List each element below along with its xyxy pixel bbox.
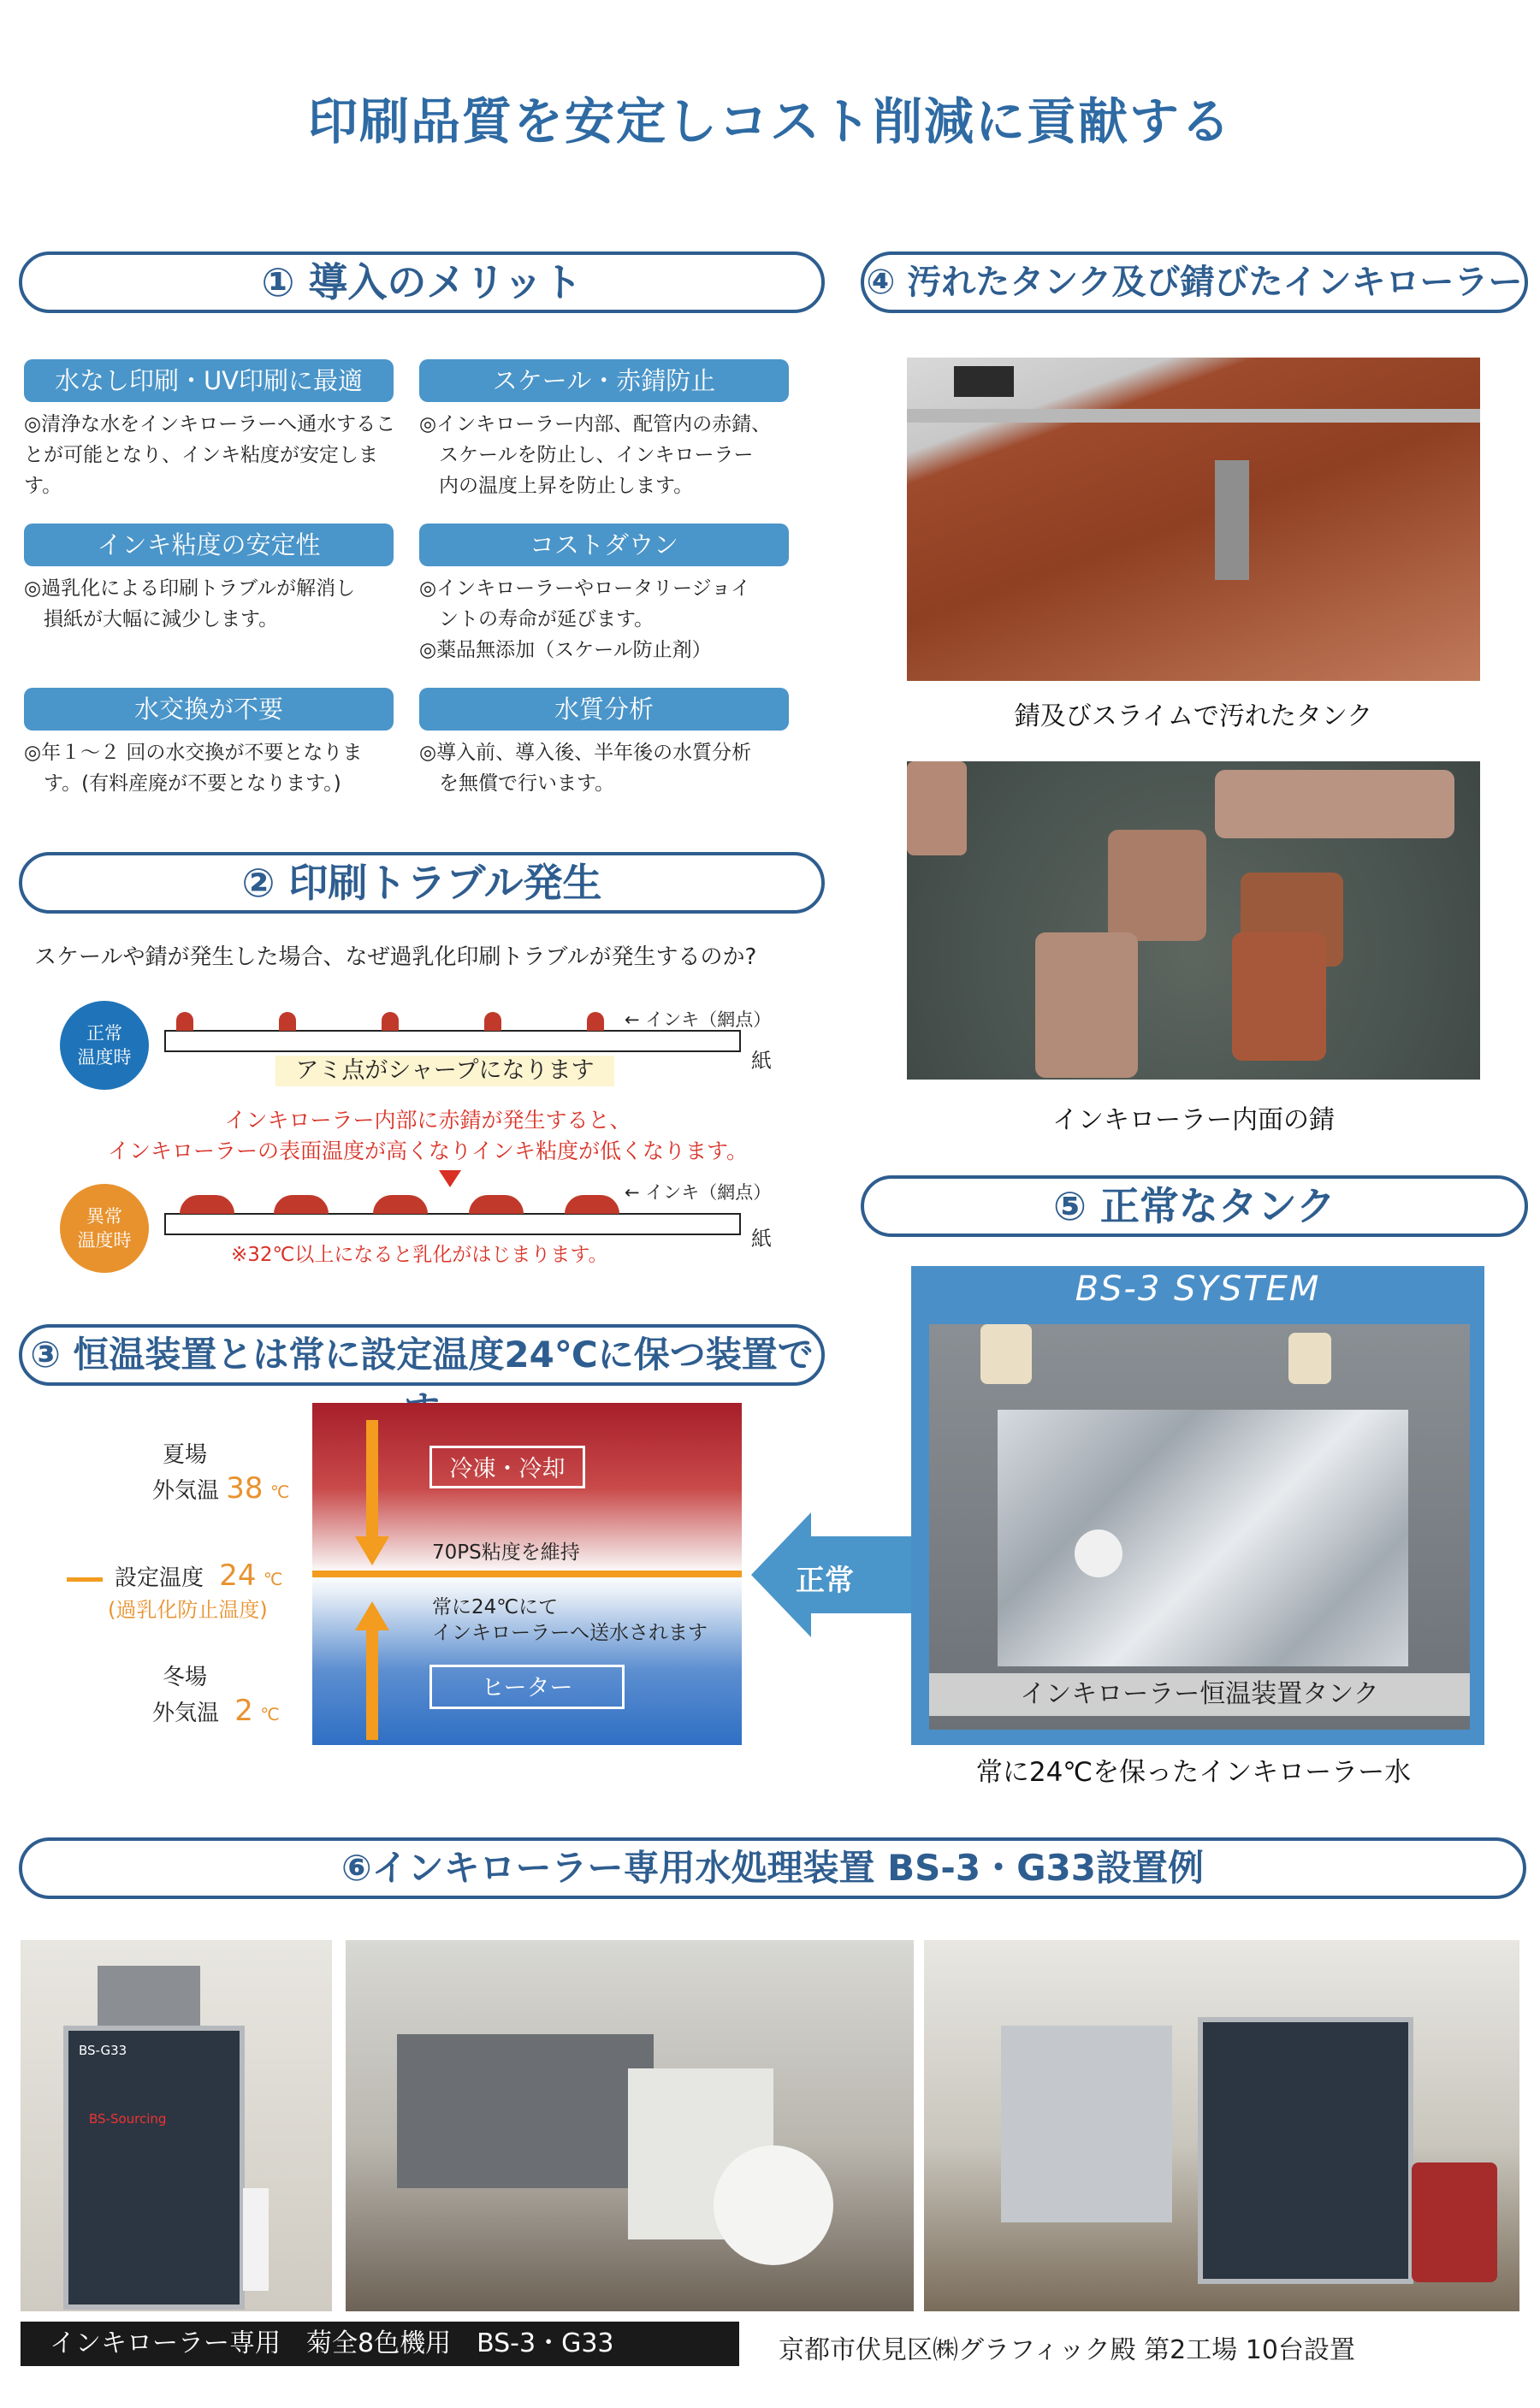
- ink-blob: [565, 1195, 619, 1214]
- summer-value: 38: [226, 1471, 264, 1506]
- summer-label: 夏場: [163, 1442, 208, 1468]
- normal-temp-badge: 正常 温度時: [60, 1001, 149, 1090]
- trouble-question: スケールや錆が発生した場合、なぜ過乳化印刷トラブルが発生するのか?: [34, 944, 757, 970]
- bs3-g33-unit-photo: [21, 1940, 332, 2311]
- section-4-heading: ④ 汚れたタンク及び錆びたインキローラー: [861, 251, 1528, 313]
- ink-dot: [382, 1012, 399, 1031]
- winter-outside-label: 外気温: [152, 1701, 220, 1726]
- merit-text-costdown: ◎インキローラーやロータリージョイ ントの寿命が延びます。 ◎薬品無添加（スケール防止剤）: [419, 577, 751, 661]
- merit-text-water-exchange: ◎年１～２ 回の水交換が不要となりま す。(有料産廃が不要となります。): [24, 742, 363, 795]
- ink-dot: [279, 1012, 296, 1031]
- ink-blob: [373, 1195, 428, 1214]
- section-6-heading: ⑥インキローラー専用水処理装置 BS-3・G33設置例: [19, 1837, 1526, 1899]
- unit-model-label: BS-G33: [79, 2043, 127, 2058]
- paper-strip-abnormal: [164, 1213, 741, 1235]
- supply-line-2: インキローラーへ送水されます: [432, 1622, 708, 1644]
- merit-label-water-analysis: 水質分析: [419, 688, 789, 731]
- dirty-tank-photo: [907, 358, 1480, 681]
- normal-tank-photo: [929, 1324, 1470, 1730]
- down-arrow-icon: [355, 1536, 389, 1565]
- merit-text-water-analysis: ◎導入前、導入後、半年後の水質分析 を無償で行います。: [419, 742, 752, 795]
- down-arrow-icon: [439, 1170, 461, 1187]
- set-temp-value: 24: [219, 1559, 257, 1593]
- unit-caption-bar: インキローラー専用 菊全8色機用 BS-3・G33: [21, 2322, 739, 2366]
- summer-outside-label: 外気温: [152, 1478, 220, 1504]
- rusty-roller-caption: インキローラー内面の錆: [1052, 1105, 1335, 1135]
- merit-label-water-exchange: 水交換が不要: [24, 688, 394, 731]
- ink-blob: [274, 1195, 329, 1214]
- heater-box: ヒーター: [429, 1665, 625, 1709]
- winter-value: 2: [234, 1694, 253, 1728]
- tank-label-bar: インキローラー恒温装置タンク: [929, 1673, 1470, 1716]
- press-floor-photo: [346, 1940, 914, 2311]
- merit-text-viscosity: ◎過乳化による印刷トラブルが解消し 損紙が大幅に減少します。: [24, 577, 356, 630]
- ink-dot: [484, 1012, 501, 1031]
- dirty-tank-caption: 錆及びスライムで汚れたタンク: [1014, 701, 1373, 731]
- cooling-box: 冷凍・冷却: [429, 1446, 585, 1488]
- page-title: 印刷品質を安定しコスト削減に貢献する: [307, 92, 1232, 151]
- merit-label-viscosity: インキ粘度の安定性: [24, 524, 394, 566]
- section-3-heading: ③ 恒温装置とは常に設定温度24℃に保つ装置で: [19, 1324, 825, 1386]
- heat-arrow-shaft: [366, 1629, 378, 1740]
- normal-tank-caption: 常に24℃を保ったインキローラー水: [975, 1757, 1412, 1788]
- set-temp-label: 設定温度: [115, 1565, 204, 1591]
- set-temp-unit: ℃: [263, 1569, 283, 1589]
- summer-unit: ℃: [270, 1482, 290, 1502]
- set-temp: [115, 1559, 282, 1593]
- supply-line-1: 常に24℃にて: [432, 1596, 559, 1618]
- installation-photo: [924, 1940, 1519, 2311]
- ink-label-abnormal: ← インキ（網点）: [625, 1182, 772, 1203]
- normal-arrow-label: 正常: [796, 1564, 854, 1598]
- unit-brand-label: BS-Sourcing: [89, 2111, 167, 2127]
- winter-label: 冬場: [163, 1665, 208, 1690]
- paper-label-abnormal: 紙: [751, 1227, 772, 1251]
- ink-dot: [176, 1012, 193, 1031]
- ink-blob: [180, 1195, 234, 1214]
- warning-line-2: インキローラーの表面温度が高くなりインキ粘度が低くなります。: [107, 1139, 748, 1163]
- set-temp-marker: [67, 1577, 103, 1582]
- emulsion-note: ※32℃以上になると乳化がはじまります。: [231, 1244, 608, 1266]
- merit-label-scale: スケール・赤錆防止: [419, 359, 789, 402]
- paper-label-normal: 紙: [751, 1049, 772, 1073]
- rusty-roller-photo: [907, 761, 1480, 1080]
- cool-arrow-shaft: [366, 1420, 378, 1548]
- merit-label-costdown: コストダウン: [419, 524, 789, 566]
- ink-blob: [469, 1195, 524, 1214]
- section-1-heading: ① 導入のメリット: [19, 251, 825, 313]
- bs3-system-label: BS-3 SYSTEM: [1075, 1269, 1321, 1309]
- up-arrow-icon: [355, 1601, 389, 1630]
- section-2-heading: ② 印刷トラブル発生: [19, 852, 825, 914]
- ink-label-normal: ← インキ（網点）: [625, 1009, 772, 1030]
- set-temp-note: (過乳化防止温度): [108, 1598, 268, 1622]
- section-5-heading: ⑤ 正常なタンク: [861, 1175, 1528, 1237]
- winter-unit: ℃: [260, 1704, 280, 1725]
- normal-caption: アミ点がシャープになります: [275, 1056, 614, 1086]
- merit-text-scale: ◎インキローラー内部、配管内の赤錆、 スケールを防止し、インキローラー 内の温度上昇を防止します。: [419, 413, 772, 497]
- installation-caption: 京都市伏見区㈱グラフィック殿 第2工場 10台設置: [779, 2335, 1355, 2365]
- winter-temp: [152, 1694, 280, 1728]
- keep-viscosity-text: 70PS粘度を維持: [432, 1541, 580, 1564]
- merit-label-waterless: 水なし印刷・UV印刷に最適: [24, 359, 394, 402]
- ink-dot: [587, 1012, 604, 1031]
- summer-temp: [152, 1471, 289, 1506]
- set-temp-line: [312, 1571, 742, 1577]
- paper-strip-normal: [164, 1030, 741, 1052]
- abnormal-temp-badge: 異常 温度時: [60, 1184, 149, 1273]
- merit-text-waterless: ◎清浄な水をインキローラーへ通水することが可能となり、インキ粘度が安定します。: [24, 413, 396, 497]
- warning-line-1: インキローラー内部に赤錆が発生すると、: [224, 1108, 631, 1133]
